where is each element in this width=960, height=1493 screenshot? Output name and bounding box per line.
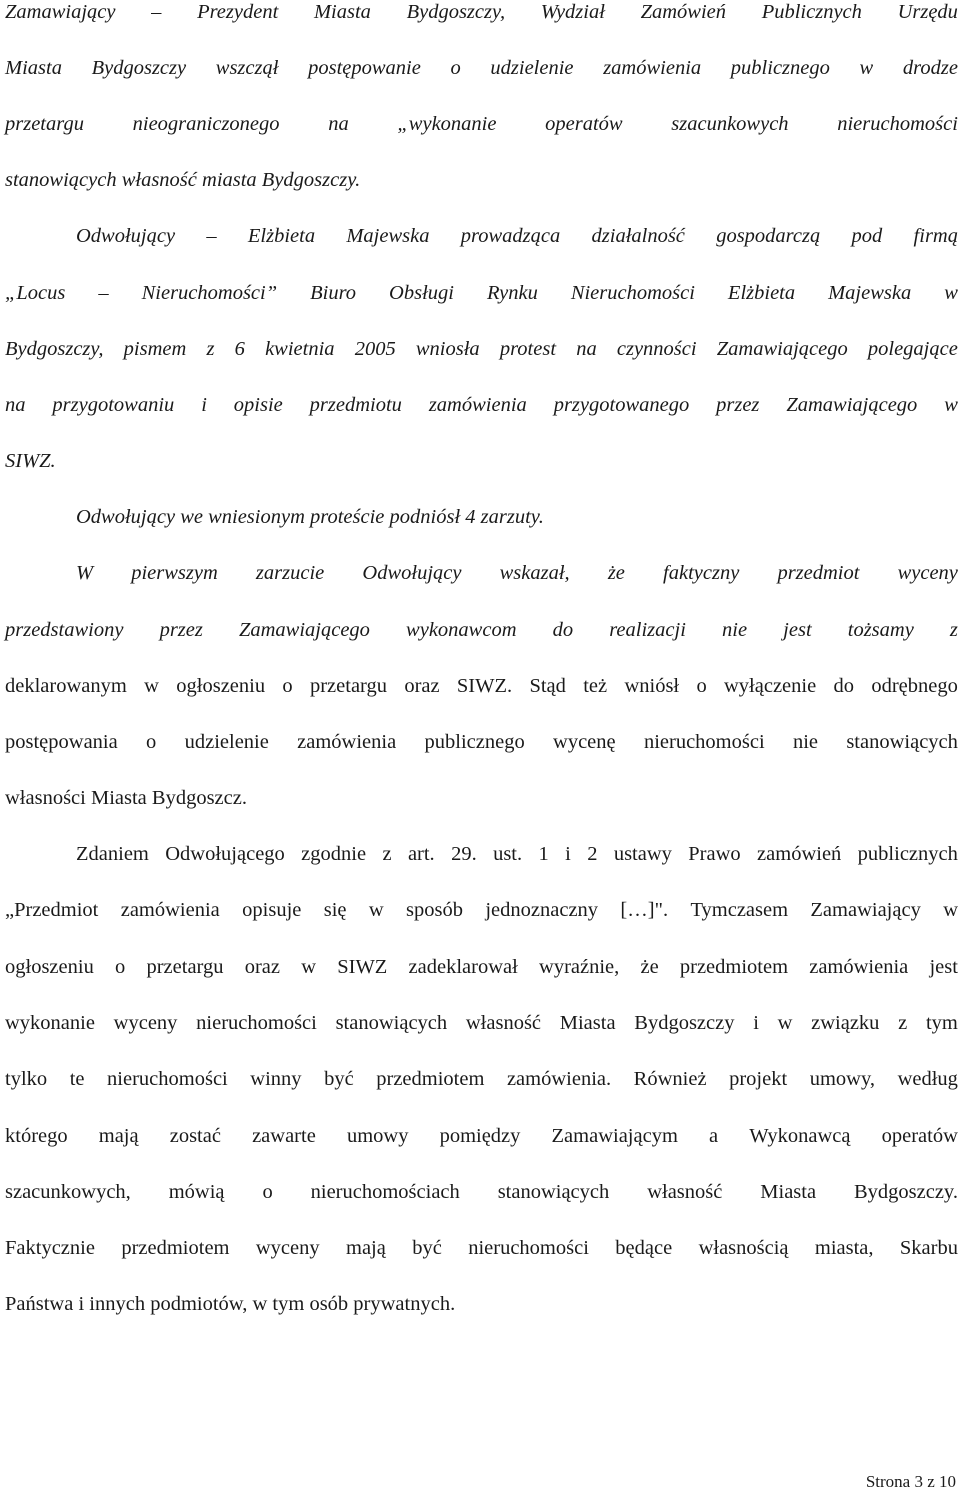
text-line: W pierwszym zarzucie Odwołujący wskazał, że faktyczny przedmiot wyceny [76, 562, 958, 584]
text-line: ogłoszeniu o przetargu oraz w SIWZ zadeklarował wyraźnie, że przedmiotem zamówienia jest [5, 956, 958, 978]
page-number: Strona 3 z 10 [865, 1472, 956, 1491]
text-line: Państwa i innych podmiotów, w tym osób prywatnych. [5, 1293, 456, 1315]
text-line: szacunkowych, mówią o nieruchomościach stanowiących własność Miasta Bydgoszczy. [5, 1181, 958, 1203]
text-line: deklarowanym w ogłoszeniu o przetargu oraz SIWZ. Stąd też wniósł o wyłączenie do odrębnego [5, 675, 958, 697]
text-line: wykonanie wyceny nieruchomości stanowiących własność Miasta Bydgoszczy i w związku z tym [5, 1012, 958, 1034]
text-line: postępowania o udzielenie zamówienia publicznego wycenę nieruchomości nie stanowiących [5, 731, 958, 753]
text-line: Odwołujący we wniesionym proteście podniósł 4 zarzuty. [76, 506, 544, 528]
text-line: „Przedmiot zamówienia opisuje się w sposób jednoznaczny […]". Tymczasem Zamawiający w [5, 899, 958, 921]
text-line: stanowiących własność miasta Bydgoszczy. [5, 169, 361, 191]
text-line: przedstawiony przez Zamawiającego wykonawcom do realizacji nie jest tożsamy z [5, 619, 958, 641]
text-line: własności Miasta Bydgoszcz. [5, 787, 247, 809]
text-line: przetargu nieograniczonego na „wykonanie operatów szacunkowych nieruchomości [5, 113, 958, 135]
text-line: na przygotowaniu i opisie przedmiotu zamówienia przygotowanego przez Zamawiającego w [5, 394, 958, 416]
text-line: tylko te nieruchomości winny być przedmiotem zamówienia. Również projekt umowy, według [5, 1068, 958, 1090]
text-line: którego mają zostać zawarte umowy pomiędzy Zamawiającym a Wykonawcą operatów [5, 1125, 958, 1147]
text-line: Miasta Bydgoszczy wszczął postępowanie o udzielenie zamówienia publicznego w drodze [5, 57, 958, 79]
text-line: „Locus – Nieruchomości” Biuro Obsługi Rynku Nieruchomości Elżbieta Majewska w [5, 282, 958, 304]
text-line: Zdaniem Odwołującego zgodnie z art. 29. ust. 1 i 2 ustawy Prawo zamówień publicznych [76, 843, 958, 865]
text-line: Odwołujący – Elżbieta Majewska prowadząca działalność gospodarczą pod firmą [76, 225, 958, 247]
text-line: SIWZ. [5, 450, 56, 472]
text-line: Bydgoszczy, pismem z 6 kwietnia 2005 wniosła protest na czynności Zamawiającego polegające [5, 338, 958, 360]
text-line: Faktycznie przedmiotem wyceny mają być nieruchomości będące własnością miasta, Skarbu [5, 1237, 958, 1259]
text-line: Zamawiający – Prezydent Miasta Bydgoszczy, Wydział Zamówień Publicznych Urzędu [5, 1, 958, 23]
